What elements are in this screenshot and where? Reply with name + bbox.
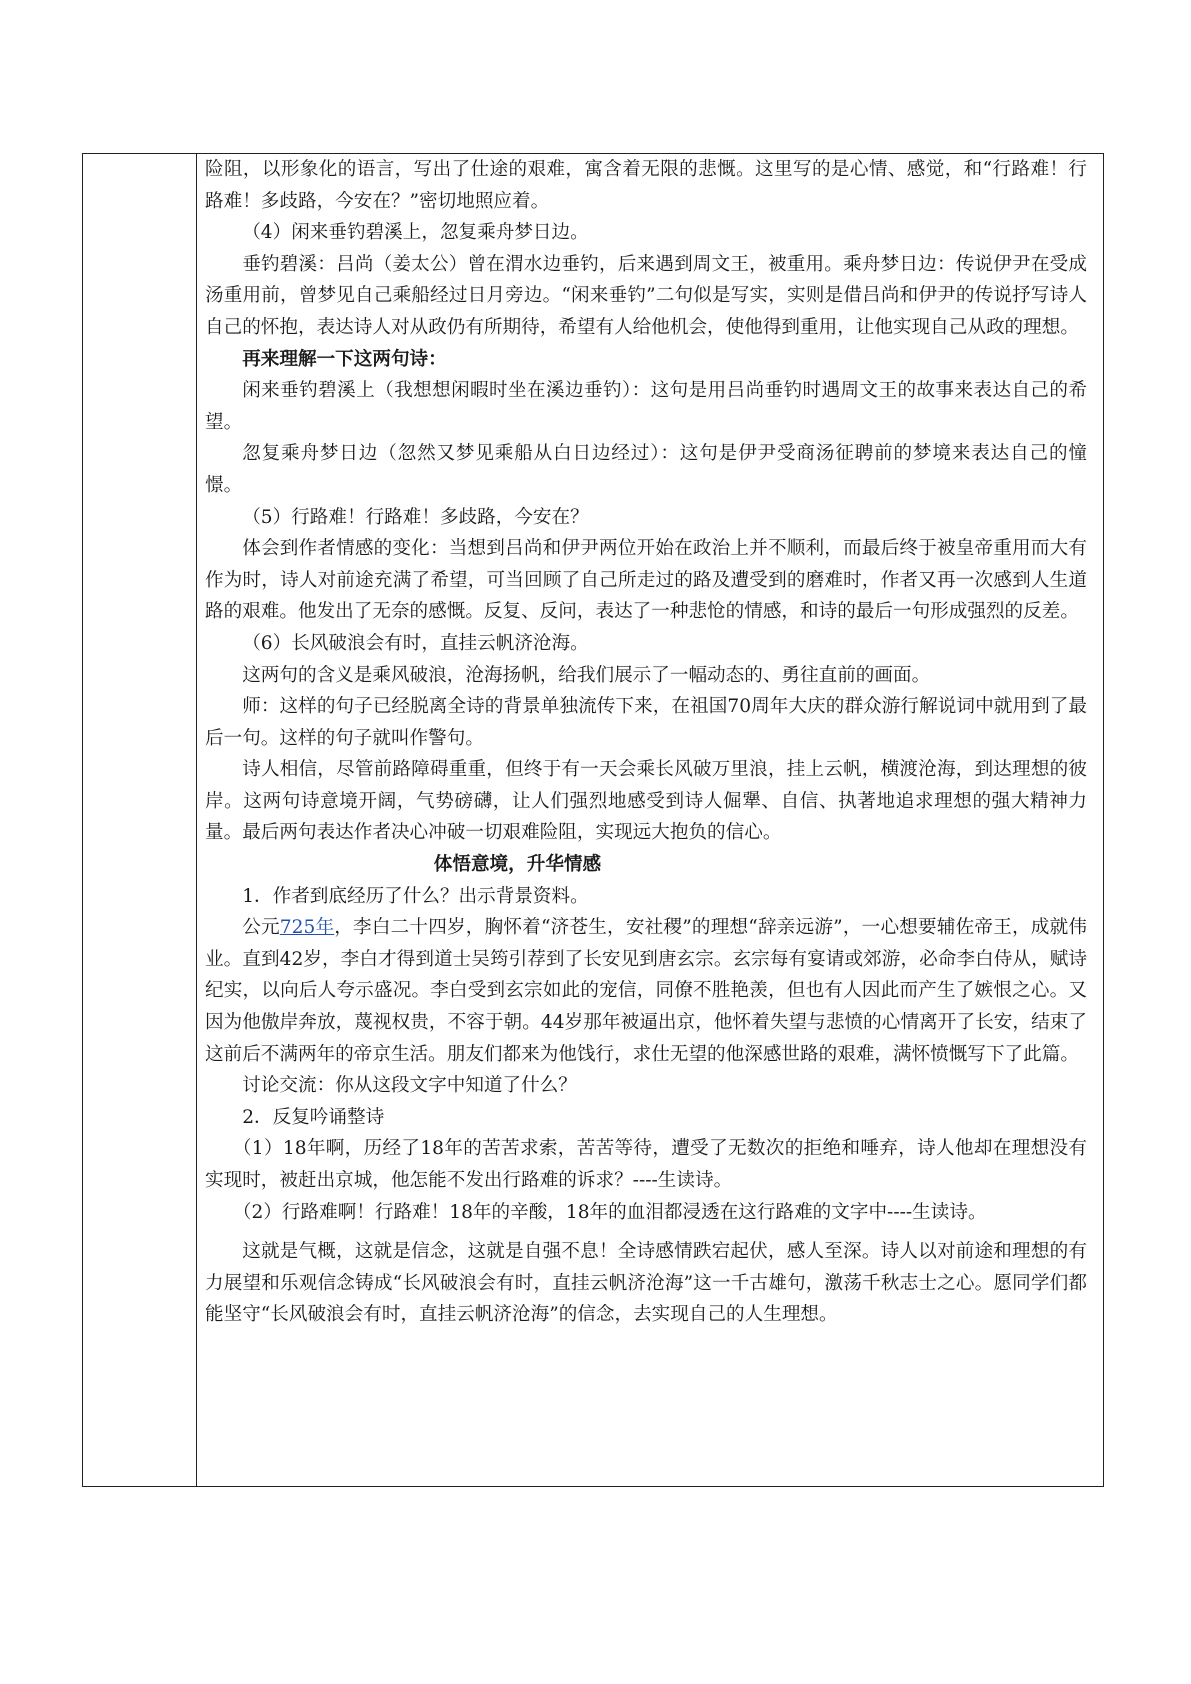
poem-line-6: （6）长风破浪会有时，直挂云帆济沧海。	[242, 632, 589, 654]
recite-paragraph-1: （1）18年啊，历经了18年的苦苦求索，苦苦等待，遭受了无数次的拒绝和唾弃，诗人他却在理想没有实现时，被赶出京城，他怎能不发出行路难的诉求？----生读诗。	[205, 1138, 1087, 1191]
recite-paragraph-2: （2）行路难啊！行路难！18年的辛酸，18年的血泪都浸透在这行路难的文字中----生读诗。	[232, 1201, 987, 1223]
explanation-line-2: 忽复乘舟梦日边（忽然又梦见乘船从白日边经过）：这句是伊尹受商汤征聘前的梦境来表达自己的憧憬。	[205, 443, 1087, 496]
emotion-paragraph: 体会到作者情感的变化：当想到吕尚和伊尹两位开始在政治上并不顺利，而最后终于被皇帝重用而大有作为时，诗人对前途充满了希望，可当回顾了自己所走过的路及遭受到的磨难时，作者又再一次感到人生道路的艰难。他发出了无奈的感慨。反复、反问，表达了一种悲怆的情感，和诗的最后一句形成强烈的反差。	[205, 538, 1087, 623]
background-body: ，李白二十四岁，胸怀着“济苍生，安社稷”的理想“辞亲远游”，一心想要辅佐帝王，成就伟业。直到42岁，李白才得到道士吴筠引荐到了长安见到唐玄宗。玄宗每有宴请或郊游，必命李白侍从，赋诗纪实，以向后人夸示盛况。李白受到玄宗如此的宠信，同僚不胜艳羡，但也有人因此而产生了嫉恨之心。又因为他傲岸奔放，蔑视权贵，不容于朝。44岁那年被逼出京，他怀着失望与悲愤的心情离开了长安，结束了这前后不满两年的帝京生活。朋友们都来为他饯行，求仕无望的他深感世路的艰难，满怀愤慨写下了此篇。	[205, 917, 1087, 1065]
conclusion-paragraph: 这就是气概，这就是信念，这就是自强不息！全诗感情跌宕起伏，感人至深。诗人以对前途和理想的有力展望和乐观信念铸成“长风破浪会有时，直挂云帆济沧海”这一千古雄句，激荡千秋志士之心。愿同学们都能坚守“长风破浪会有时，直挂云帆济沧海”的信念，去实现自己的人生理想。	[205, 1241, 1087, 1326]
question-1: 1．作者到底经历了什么？出示背景资料。	[242, 885, 589, 907]
lesson-table	[82, 153, 1104, 1487]
table-content-cell	[205, 154, 1087, 1486]
background-paragraph	[205, 912, 1087, 1070]
teacher-paragraph: 师：这样的句子已经脱离全诗的背景单独流传下来，在祖国70周年大庆的群众游行解说词中就用到了最后一句。这样的句子就叫作警句。	[205, 696, 1087, 749]
poem-line-5: （5）行路难！行路难！多歧路，今安在？	[242, 506, 589, 528]
section-subheading: 再来理解一下这两句诗：	[242, 348, 447, 370]
background-prefix: 公元	[242, 917, 280, 939]
poem-line-4: （4）闲来垂钓碧溪上，忽复乘舟梦日边。	[242, 222, 589, 244]
meaning-paragraph: 这两句的含义是乘风破浪，沧海扬帆，给我们展示了一幅动态的、勇往直前的画面。	[242, 664, 931, 686]
belief-paragraph: 诗人相信，尽管前路障碍重重，但终于有一天会乘长风破万里浪，挂上云帆，横渡沧海，到达理想的彼岸。这两句诗意境开阔，气势磅礴，让人们强烈地感受到诗人倔犟、自信、执著地追求理想的强大精神力量。最后两句表达作者决心冲破一切艰难险阻，实现远大抱负的信心。	[205, 759, 1087, 844]
section-heading: 体悟意境，升华情感	[433, 854, 602, 876]
explanation-line-1: 闲来垂钓碧溪上（我想想闲暇时坐在溪边垂钓）：这句是用吕尚垂钓时遇周文王的故事来表达自己的希望。	[205, 380, 1087, 433]
paragraph-continuation: 险阻，以形象化的语言，写出了仕途的艰难，寓含着无限的悲慨。这里写的是心情、感觉，和“行路难！行路难！多歧路，今安在？”密切地照应着。	[205, 159, 1087, 212]
question-2: 2．反复吟诵整诗	[242, 1106, 385, 1128]
year-link[interactable]: 725年	[279, 917, 335, 939]
table-left-column	[83, 154, 197, 1486]
discussion-line: 讨论交流：你从这段文字中知道了什么？	[242, 1075, 577, 1097]
paragraph-gap	[205, 1228, 1087, 1236]
explanation-paragraph: 垂钓碧溪：吕尚（姜太公）曾在渭水边垂钓，后来遇到周文王，被重用。乘舟梦日边：传说伊尹在受成汤重用前，曾梦见自己乘船经过日月旁边。“闲来垂钓”二句似是写实，实则是借吕尚和伊尹的传说抒写诗人自己的怀抱，表达诗人对从政仍有所期待，希望有人给他机会，使他得到重用，让他实现自己从政的理想。	[205, 253, 1087, 338]
